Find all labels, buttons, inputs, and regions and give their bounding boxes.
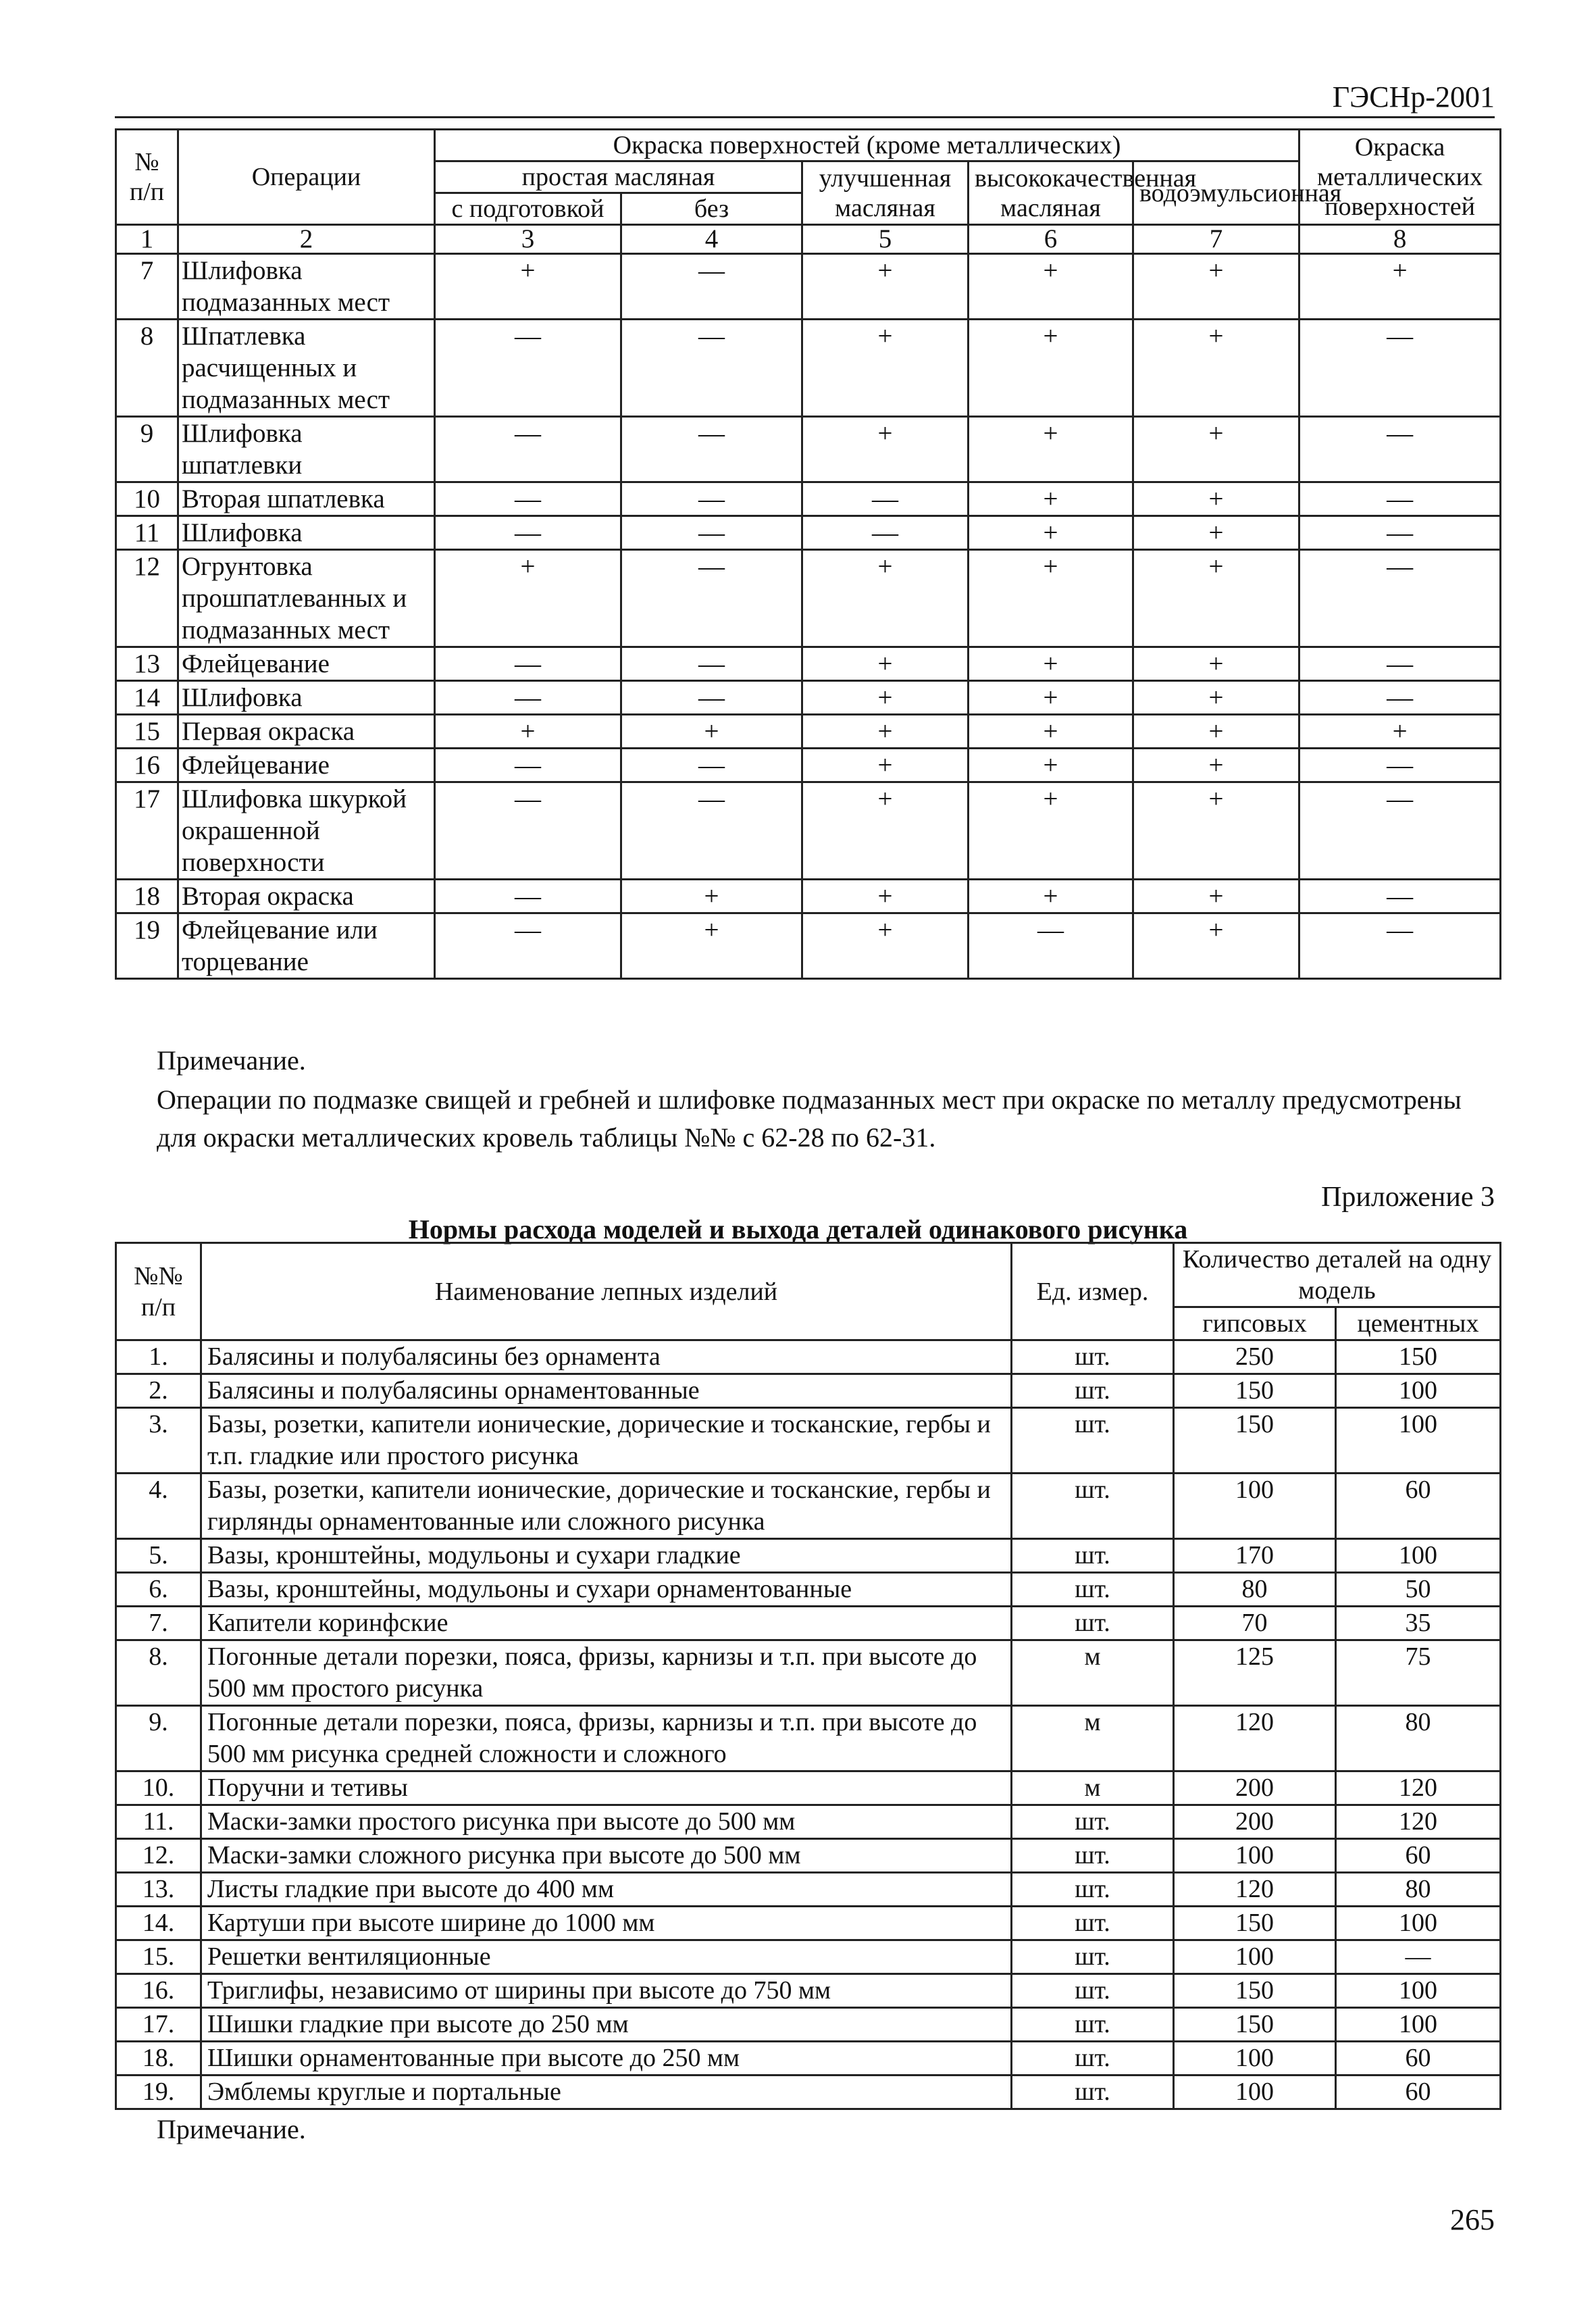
molds-table-row [116,1539,1501,1573]
ops-row-mark: + [969,782,1133,880]
molds-row-num: 17. [116,2008,201,2042]
molds-row-gypsum: 100 [1174,2076,1336,2109]
molds-row-unit: шт. [1012,1607,1174,1640]
molds-row-cement: 80 [1336,1873,1501,1907]
ops-row-mark: — [1299,749,1501,782]
ops-row-num: 11 [116,516,178,550]
ops-column-number: 5 [802,225,969,254]
molds-table-row [116,1940,1501,1974]
ops-row-mark: + [969,254,1133,320]
ops-row-mark: — [1299,417,1501,482]
molds-row-gypsum: 70 [1174,1607,1336,1640]
ops-header-with-prep: с подготовкой [435,193,621,225]
ops-row-mark: — [435,482,621,516]
molds-row-name: Погонные детали порезки, пояса, фризы, карнизы и т.п. при высоте до 500 мм рисунка средней сложности и сложного [201,1706,1012,1771]
molds-row-num: 4. [116,1474,201,1539]
ops-row-num: 10 [116,482,178,516]
molds-table-row [116,1374,1501,1408]
molds-row-num: 12. [116,1839,201,1873]
molds-table-body [116,1340,1501,2109]
molds-row-cement: 35 [1336,1607,1501,1640]
ops-row-operation: Флейцевание или торцевание [178,913,435,979]
ops-row-mark: — [621,417,802,482]
molds-row-num: 7. [116,1607,201,1640]
ops-row-mark: — [1299,550,1501,647]
molds-row-gypsum: 150 [1174,2008,1336,2042]
ops-header-water-emulsion: водоэмульсионная [1133,161,1299,225]
molds-row-num: 13. [116,1873,201,1907]
ops-note-text: Операции по подмазке свищей и гребней и шлифовке подмазанных мест при окраске по металлу предусмотрены для окраски металлических кровель таблицы №№ с 62-28 по 62-31. [157,1084,1462,1153]
ops-row-mark: + [1133,550,1299,647]
ops-column-number: 1 [116,225,178,254]
molds-row-unit: шт. [1012,1907,1174,1940]
ops-row-mark: + [802,782,969,880]
ops-row-mark: — [802,516,969,550]
molds-row-gypsum: 150 [1174,1408,1336,1474]
ops-header-nonmetal-group: Окраска поверхностей (кроме металлических) [435,130,1299,161]
ops-row-mark: + [621,715,802,749]
molds-row-unit: шт. [1012,1408,1174,1474]
ops-row-mark: + [969,880,1133,913]
page-number: 265 [1450,2203,1495,2236]
ops-row-mark: + [969,482,1133,516]
ops-row-mark: — [969,913,1133,979]
molds-row-num: 6. [116,1573,201,1607]
molds-row-unit: шт. [1012,1873,1174,1907]
ops-row-mark: — [435,516,621,550]
ops-row-mark: + [435,715,621,749]
molds-row-gypsum: 200 [1174,1771,1336,1805]
ops-row-num: 9 [116,417,178,482]
ops-row-mark: — [621,516,802,550]
ops-row-mark: + [1299,715,1501,749]
molds-header-cement: цементных [1336,1307,1501,1340]
ops-row-mark: + [1133,516,1299,550]
ops-row-mark: + [969,681,1133,715]
molds-row-name: Шишки орнаментованные при высоте до 250 мм [201,2042,1012,2076]
molds-row-name: Маски-замки сложного рисунка при высоте до 500 мм [201,1839,1012,1873]
header-rule [115,116,1495,118]
ops-column-number: 3 [435,225,621,254]
molds-row-num: 19. [116,2076,201,2109]
ops-row-mark: — [1299,880,1501,913]
ops-row-operation: Шлифовка шпатлевки [178,417,435,482]
molds-row-name: Капители коринфские [201,1607,1012,1640]
ops-row-mark: + [1133,681,1299,715]
molds-table-row [116,1573,1501,1607]
molds-row-cement: 60 [1336,1474,1501,1539]
molds-row-unit: шт. [1012,1374,1174,1408]
ops-header-without: без [621,193,802,225]
molds-row-name: Эмблемы круглые и портальные [201,2076,1012,2109]
molds-note-label: Примечание. [157,2114,306,2144]
molds-row-cement: 60 [1336,2076,1501,2109]
ops-row-mark: + [969,516,1133,550]
ops-row-mark: — [802,482,969,516]
ops-row-operation: Шлифовка подмазанных мест [178,254,435,320]
ops-row-mark: — [1299,647,1501,681]
molds-table-row [116,1974,1501,2008]
ops-row-mark: + [621,913,802,979]
ops-row-operation: Шлифовка шкуркой окрашенной поверхности [178,782,435,880]
molds-row-num: 16. [116,1974,201,2008]
appendix-label: Приложение 3 [1321,1182,1495,1213]
ops-row-num: 12 [116,550,178,647]
ops-header-operations: Операции [178,130,435,225]
ops-row-mark: — [435,647,621,681]
appendix-title: Нормы расхода моделей и выхода деталей одинакового рисунка [408,1214,1188,1244]
ops-row-mark: + [1299,254,1501,320]
ops-table-row [116,880,1501,913]
molds-row-cement: 50 [1336,1573,1501,1607]
ops-row-mark: + [1133,880,1299,913]
ops-row-operation: Вторая окраска [178,880,435,913]
molds-table-row [116,1408,1501,1474]
ops-row-mark: + [1133,482,1299,516]
ops-row-num: 16 [116,749,178,782]
ops-row-mark: + [1133,715,1299,749]
molds-row-cement: 100 [1336,1374,1501,1408]
molds-row-gypsum: 80 [1174,1573,1336,1607]
molds-row-gypsum: 250 [1174,1340,1336,1374]
molds-row-num: 15. [116,1940,201,1974]
molds-row-cement: 100 [1336,1408,1501,1474]
ops-row-mark: — [435,913,621,979]
ops-table-row [116,913,1501,979]
molds-row-name: Триглифы, независимо от ширины при высоте до 750 мм [201,1974,1012,2008]
ops-table-row [116,482,1501,516]
molds-table-row [116,1873,1501,1907]
ops-row-operation: Огрунтовка прошпатлеванных и подмазанных мест [178,550,435,647]
molds-row-num: 3. [116,1408,201,1474]
molds-row-gypsum: 100 [1174,1940,1336,1974]
ops-row-mark: — [1299,681,1501,715]
molds-row-unit: шт. [1012,2076,1174,2109]
ops-row-mark: + [802,320,969,417]
ops-row-mark: + [969,749,1133,782]
ops-row-mark: + [1133,417,1299,482]
ops-row-mark: — [621,254,802,320]
ops-row-mark: + [802,880,969,913]
molds-row-unit: шт. [1012,1474,1174,1539]
molds-table-row [116,1640,1501,1706]
molds-table-row [116,1340,1501,1374]
molds-row-unit: шт. [1012,1940,1174,1974]
molds-row-num: 11. [116,1805,201,1839]
molds-table-row [116,1907,1501,1940]
molds-row-gypsum: 150 [1174,1974,1336,2008]
molds-row-cement: 120 [1336,1771,1501,1805]
ops-row-mark: — [621,749,802,782]
molds-header-unit: Ед. измер. [1012,1243,1174,1340]
molds-row-name: Вазы, кронштейны, модульоны и сухари орнаментованные [201,1573,1012,1607]
molds-header-name: Наименование лепных изделий [201,1243,1012,1340]
ops-row-mark: — [621,647,802,681]
molds-row-cement: 100 [1336,2008,1501,2042]
ops-row-operation: Шлифовка [178,681,435,715]
molds-row-cement: 100 [1336,1539,1501,1573]
ops-header-high-quality-oil: высококачественная масляная [969,161,1133,225]
ops-row-mark: — [435,681,621,715]
ops-row-mark: + [1133,254,1299,320]
molds-row-gypsum: 125 [1174,1640,1336,1706]
molds-table-row [116,1607,1501,1640]
molds-row-gypsum: 150 [1174,1374,1336,1408]
ops-row-mark: + [802,647,969,681]
ops-row-operation: Флейцевание [178,647,435,681]
molds-row-cement: 150 [1336,1340,1501,1374]
ops-row-mark: + [969,550,1133,647]
molds-row-gypsum: 200 [1174,1805,1336,1839]
molds-row-cement: 120 [1336,1805,1501,1839]
molds-row-num: 5. [116,1539,201,1573]
ops-row-mark: — [1299,482,1501,516]
molds-row-cement: 80 [1336,1706,1501,1771]
ops-row-mark: — [1299,320,1501,417]
ops-row-operation: Первая окраска [178,715,435,749]
ops-column-numbers-row [116,225,1501,254]
ops-column-number: 4 [621,225,802,254]
molds-row-unit: м [1012,1640,1174,1706]
molds-row-gypsum: 170 [1174,1539,1336,1573]
ops-row-mark: + [802,550,969,647]
ops-table-row [116,320,1501,417]
ops-row-mark: — [435,417,621,482]
molds-table-row [116,2042,1501,2076]
molds-table-row [116,2008,1501,2042]
ops-row-mark: + [802,681,969,715]
molds-row-num: 8. [116,1640,201,1706]
molds-row-unit: м [1012,1771,1174,1805]
ops-row-mark: + [969,417,1133,482]
molds-header-gypsum: гипсовых [1174,1307,1336,1340]
molds-row-cement: 60 [1336,2042,1501,2076]
document-code: ГЭСНр-2001 [1332,80,1495,114]
ops-row-mark: + [802,749,969,782]
molds-row-cement: — [1336,1940,1501,1974]
molds-row-num: 18. [116,2042,201,2076]
ops-row-mark: + [802,715,969,749]
ops-table-row [116,782,1501,880]
ops-row-mark: + [1133,913,1299,979]
ops-row-mark: + [1133,782,1299,880]
molds-row-name: Поручни и тетивы [201,1771,1012,1805]
ops-row-mark: — [1299,913,1501,979]
molds-row-gypsum: 120 [1174,1873,1336,1907]
ops-row-operation: Вторая шпатлевка [178,482,435,516]
molds-row-name: Вазы, кронштейны, модульоны и сухари гладкие [201,1539,1012,1573]
molds-row-unit: шт. [1012,1974,1174,2008]
ops-row-mark: — [621,681,802,715]
ops-row-mark: — [621,482,802,516]
molds-row-cement: 100 [1336,1974,1501,2008]
molds-table [115,1242,1501,2110]
ops-row-mark: + [969,715,1133,749]
ops-header-metal: Окраска металлических поверхностей [1299,130,1501,225]
ops-table-row [116,749,1501,782]
ops-row-num: 18 [116,880,178,913]
molds-row-gypsum: 100 [1174,1474,1336,1539]
ops-row-mark: + [802,417,969,482]
molds-row-name: Погонные детали порезки, пояса, фризы, карнизы и т.п. при высоте до 500 мм простого рисунка [201,1640,1012,1706]
molds-header-count: Количество деталей на одну модель [1174,1243,1501,1307]
molds-row-name: Решетки вентиляционные [201,1940,1012,1974]
ops-row-operation: Шлифовка [178,516,435,550]
ops-row-mark: — [621,550,802,647]
ops-row-mark: + [969,320,1133,417]
molds-row-unit: м [1012,1706,1174,1771]
molds-row-name: Балясины и полубалясины орнаментованные [201,1374,1012,1408]
molds-row-name: Картуши при высоте ширине до 1000 мм [201,1907,1012,1940]
ops-row-num: 14 [116,681,178,715]
molds-row-unit: шт. [1012,2042,1174,2076]
molds-row-name: Базы, розетки, капители ионические, дорические и тосканские, гербы и гирлянды орнаментованные или сложного рисунка [201,1474,1012,1539]
molds-table-row [116,1805,1501,1839]
ops-row-mark: — [621,320,802,417]
molds-row-unit: шт. [1012,1805,1174,1839]
ops-row-mark: — [435,782,621,880]
molds-row-num: 10. [116,1771,201,1805]
molds-row-num: 14. [116,1907,201,1940]
molds-row-gypsum: 150 [1174,1907,1336,1940]
ops-note-label: Примечание. [157,1045,306,1076]
ops-table-row [116,516,1501,550]
ops-row-mark: — [1299,516,1501,550]
ops-row-mark: + [1133,749,1299,782]
molds-row-unit: шт. [1012,1839,1174,1873]
ops-row-mark: + [969,647,1133,681]
molds-table-row [116,2076,1501,2109]
molds-header-num: №№ п/п [116,1243,201,1340]
molds-row-name: Шишки гладкие при высоте до 250 мм [201,2008,1012,2042]
ops-row-mark: + [621,880,802,913]
ops-row-num: 17 [116,782,178,880]
molds-table-row [116,1771,1501,1805]
molds-row-num: 2. [116,1374,201,1408]
ops-row-mark: + [1133,320,1299,417]
molds-row-gypsum: 100 [1174,2042,1336,2076]
molds-row-unit: шт. [1012,1539,1174,1573]
ops-row-num: 8 [116,320,178,417]
molds-row-unit: шт. [1012,1573,1174,1607]
molds-row-name: Листы гладкие при высоте до 400 мм [201,1873,1012,1907]
molds-row-cement: 60 [1336,1839,1501,1873]
ops-column-number: 7 [1133,225,1299,254]
ops-row-mark: — [1299,782,1501,880]
operations-table [115,128,1501,980]
ops-row-mark: + [435,550,621,647]
ops-row-operation: Шпатлевка расчищенных и подмазанных мест [178,320,435,417]
ops-row-mark: — [435,749,621,782]
ops-row-mark: + [802,913,969,979]
molds-row-name: Балясины и полубалясины без орнамента [201,1340,1012,1374]
molds-row-cement: 75 [1336,1640,1501,1706]
molds-row-name: Маски-замки простого рисунка при высоте до 500 мм [201,1805,1012,1839]
molds-table-row [116,1474,1501,1539]
ops-row-num: 19 [116,913,178,979]
molds-table-row [116,1706,1501,1771]
ops-header-improved-oil: улучшенная масляная [802,161,969,225]
ops-table-row [116,550,1501,647]
molds-table-row [116,1839,1501,1873]
ops-header-num: № п/п [116,130,178,225]
ops-row-mark: + [1133,647,1299,681]
molds-row-unit: шт. [1012,1340,1174,1374]
ops-row-mark: + [802,254,969,320]
ops-row-num: 7 [116,254,178,320]
molds-row-gypsum: 120 [1174,1706,1336,1771]
ops-row-mark: — [435,320,621,417]
ops-row-mark: + [435,254,621,320]
ops-column-number: 8 [1299,225,1501,254]
ops-row-mark: — [435,880,621,913]
ops-table-row [116,417,1501,482]
ops-row-mark: — [621,782,802,880]
molds-row-gypsum: 100 [1174,1839,1336,1873]
molds-row-num: 1. [116,1340,201,1374]
ops-column-number: 6 [969,225,1133,254]
ops-row-num: 13 [116,647,178,681]
ops-table-row [116,681,1501,715]
ops-header-simple-oil: простая масляная [435,161,802,193]
molds-row-unit: шт. [1012,2008,1174,2042]
molds-row-name: Базы, розетки, капители ионические, дорические и тосканские, гербы и т.п. гладкие или простого рисунка [201,1408,1012,1474]
molds-row-num: 9. [116,1706,201,1771]
ops-table-row [116,715,1501,749]
ops-column-number: 2 [178,225,435,254]
ops-row-num: 15 [116,715,178,749]
molds-row-cement: 100 [1336,1907,1501,1940]
ops-table-body [116,225,1501,979]
ops-table-row [116,254,1501,320]
ops-row-operation: Флейцевание [178,749,435,782]
ops-table-row [116,647,1501,681]
